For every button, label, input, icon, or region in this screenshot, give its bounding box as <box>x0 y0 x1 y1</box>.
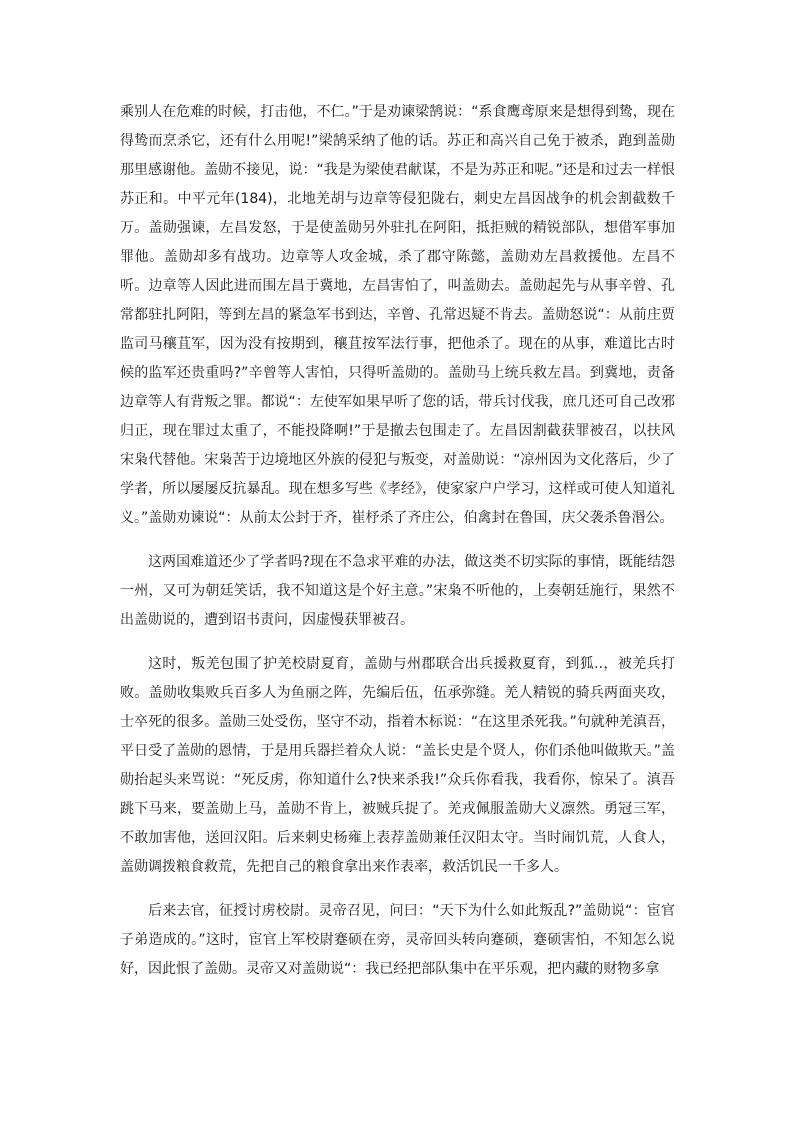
document-body <box>120 98 675 999</box>
paragraph-1: 乘别人在危难的时候，打击他，不仁。”于是劝谏梁鹄说：“系食鹰鸢原来是想得到鸷，现在得鸷而烹杀它，还有什么用呢!”梁鹄采纳了他的话。苏正和高兴自己免于被杀，跑到盖勋那里感谢他。盖勋不接见，说：“我是为梁使君献谋，不是为苏正和呢。”还是和过去一样恨苏正和。中平元年(184)，北地羌胡与边章等侵犯陇右，刺史左昌因战争的机会割截数千万。盖勋强谏，左昌发怒，于是使盖勋另外驻扎在阿阳，抵拒贼的精锐部队，想借军事加罪他。盖勋却多有战功。边章等人攻金城，杀了郡守陈懿，盖勋劝左昌救援他。左昌不听。边章等人因此进而围左昌于冀地，左昌害怕了，叫盖勋去。盖勋起先与从事辛曾、孔常都驻扎阿阳，等到左昌的紧急军书到达，辛曾、孔常迟疑不肯去。盖勋怒说“：从前庄贾监司马穰苴军，因为没有按期到，穰苴按军法行事，把他杀了。现在的从事，难道比古时候的监军还贵重吗?”辛曾等人害怕，只得听盖勋的。盖勋马上统兵救左昌。到冀地，责备边章等人有背叛之罪。都说“：左使军如果早听了您的话，带兵讨伐我，庶几还可自己改邪归正，现在罪过太重了，不能投降啊!”于是撤去包围走了。左昌因割截获罪被召，以扶风宋枭代替他。宋枭苦于边境地区外族的侵犯与叛变，对盖勋说：“凉州因为文化落后，少了学者，所以屡屡反抗暴乱。现在想多写些《孝经》，使家家户户学习，这样或可使人知道礼义。”盖勋劝谏说“：从前太公封于齐，崔杼杀了齐庄公，伯禽封在鲁国，庆父袭杀鲁湣公。 <box>120 104 675 526</box>
paragraph-3: 这时，叛羌包围了护羌校尉夏育，盖勋与州郡联合出兵援救夏育，到狐..，被羌兵打败。盖勋收集败兵百多人为鱼丽之阵，先编后伍，伍承弥缝。羌人精锐的骑兵两面夹攻，士卒死的很多。盖勋三处受伤，坚守不动，指着木标说：“在这里杀死我。”句就种羌滇吾，平日受了盖勋的恩情，于是用兵器拦着众人说：“盖长史是个贤人，你们杀他叫做欺天。”盖勋抬起头来骂说：“死反虏，你知道什么?快来杀我!”众兵你看我，我看你，惊呆了。滇吾跳下马来，要盖勋上马，盖勋不肯上，被贼兵捉了。羌戎佩服盖勋大义凛然。勇冠三军，不敢加害他，送回汉阳。后来刺史杨雍上表荐盖勋兼任汉阳太守。当时闹饥荒，人食人，盖勋调拨粮食救荒，先把自己的粮食拿出来作表率，救活饥民一千多人。 <box>120 656 675 875</box>
paragraph-4: 后来去官，征授讨虏校尉。灵帝召见，问曰：“天下为什么如此叛乱?”盖勋说“：宦官子弟造成的。”这时，宦官上军校尉蹇硕在旁，灵帝回头转向蹇硕，蹇硕害怕，不知怎么说好，因此恨了盖勋。灵帝又对盖勋说“：我已经把部队集中在平乐观，把内藏的财物多拿 <box>120 903 675 977</box>
paragraph-2: 这两国难道还少了学者吗?现在不急求平难的办法，做这类不切实际的事情，既能结怨一州，又可为朝廷笑话，我不知道这是个好主意。”宋枭不听他的，上奏朝廷施行，果然不出盖勋说的，遭到诏书责问，因虚慢获罪被召。 <box>120 554 675 628</box>
